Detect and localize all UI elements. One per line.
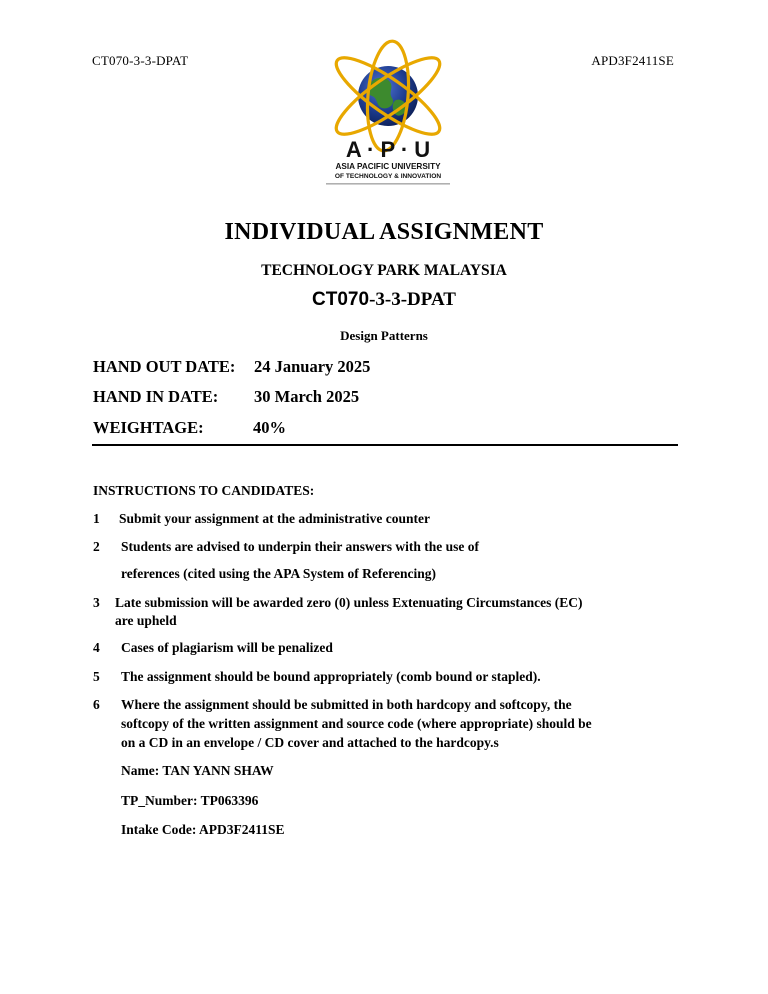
module-code-prefix: CT070 — [312, 289, 370, 310]
instruction-text: Where the assignment should be submitted in both hardcopy and softcopy, the — [121, 697, 572, 712]
module-name: Design Patterns — [340, 328, 428, 343]
instruction-item — [93, 695, 713, 755]
hand-out-label: HAND OUT DATE: — [93, 357, 236, 376]
instruction-text-cont: references (cited using the APA System of Referencing) — [121, 566, 437, 581]
divider — [92, 444, 678, 446]
instruction-text: Cases of plagiarism will be penalized — [121, 640, 333, 655]
header-module-code: CT070-3-3-DPAT — [92, 53, 189, 68]
instructions-heading: INSTRUCTIONS TO CANDIDATES: — [93, 483, 315, 498]
hand-in-value: 30 March 2025 — [254, 387, 360, 406]
instruction-item — [93, 537, 693, 585]
module-code-suffix: -3-3-DPAT — [369, 289, 456, 310]
hand-in-label: HAND IN DATE: — [93, 387, 219, 406]
student-name: Name: TAN YANN SHAW — [121, 763, 274, 778]
student-intake-code: Intake Code: APD3F2411SE — [121, 822, 285, 837]
hand-in-row — [93, 387, 360, 407]
logo-name-line2: OF TECHNOLOGY & INNOVATION — [334, 173, 442, 180]
instruction-number: 3 — [93, 595, 100, 610]
instruction-text: Students are advised to underpin their answers with the use of — [121, 539, 480, 554]
instruction-number: 6 — [93, 697, 100, 712]
instruction-text: The assignment should be bound appropriately (comb bound or stapled). — [121, 669, 541, 684]
page-subtitle: TECHNOLOGY PARK MALAYSIA — [261, 262, 507, 279]
instruction-text-cont: on a CD in an envelope / CD cover and attached to the hardcopy.s — [121, 735, 499, 750]
header-intake-code: APD3F2411SE — [591, 53, 674, 68]
weightage-label: WEIGHTAGE: — [93, 418, 204, 437]
instruction-number: 1 — [93, 511, 100, 526]
weightage-value: 40% — [253, 418, 286, 437]
instruction-number: 2 — [93, 539, 100, 554]
student-tp-number: TP_Number: TP063396 — [121, 793, 259, 808]
instruction-item — [93, 638, 693, 658]
apu-logo — [308, 38, 468, 188]
instruction-text: Late submission will be awarded zero (0) unless Extenuating Circumstances (EC) — [115, 595, 583, 610]
instruction-number: 5 — [93, 669, 100, 684]
logo-acronym: A · P · U — [345, 137, 431, 162]
module-code — [0, 289, 768, 311]
instruction-item — [93, 593, 693, 633]
instruction-text-cont: are upheld — [115, 613, 177, 628]
instruction-item — [93, 667, 693, 687]
page-title: INDIVIDUAL ASSIGNMENT — [224, 219, 544, 245]
instruction-text: Submit your assignment at the administrative counter — [119, 511, 431, 526]
weightage-row — [93, 418, 286, 438]
instruction-item — [93, 509, 693, 529]
instruction-number: 4 — [93, 640, 100, 655]
hand-out-row — [93, 357, 371, 377]
logo-name-line1: ASIA PACIFIC UNIVERSITY — [335, 162, 441, 171]
hand-out-value: 24 January 2025 — [254, 357, 371, 376]
instruction-text-cont: softcopy of the written assignment and source code (where appropriate) should be — [121, 716, 592, 731]
